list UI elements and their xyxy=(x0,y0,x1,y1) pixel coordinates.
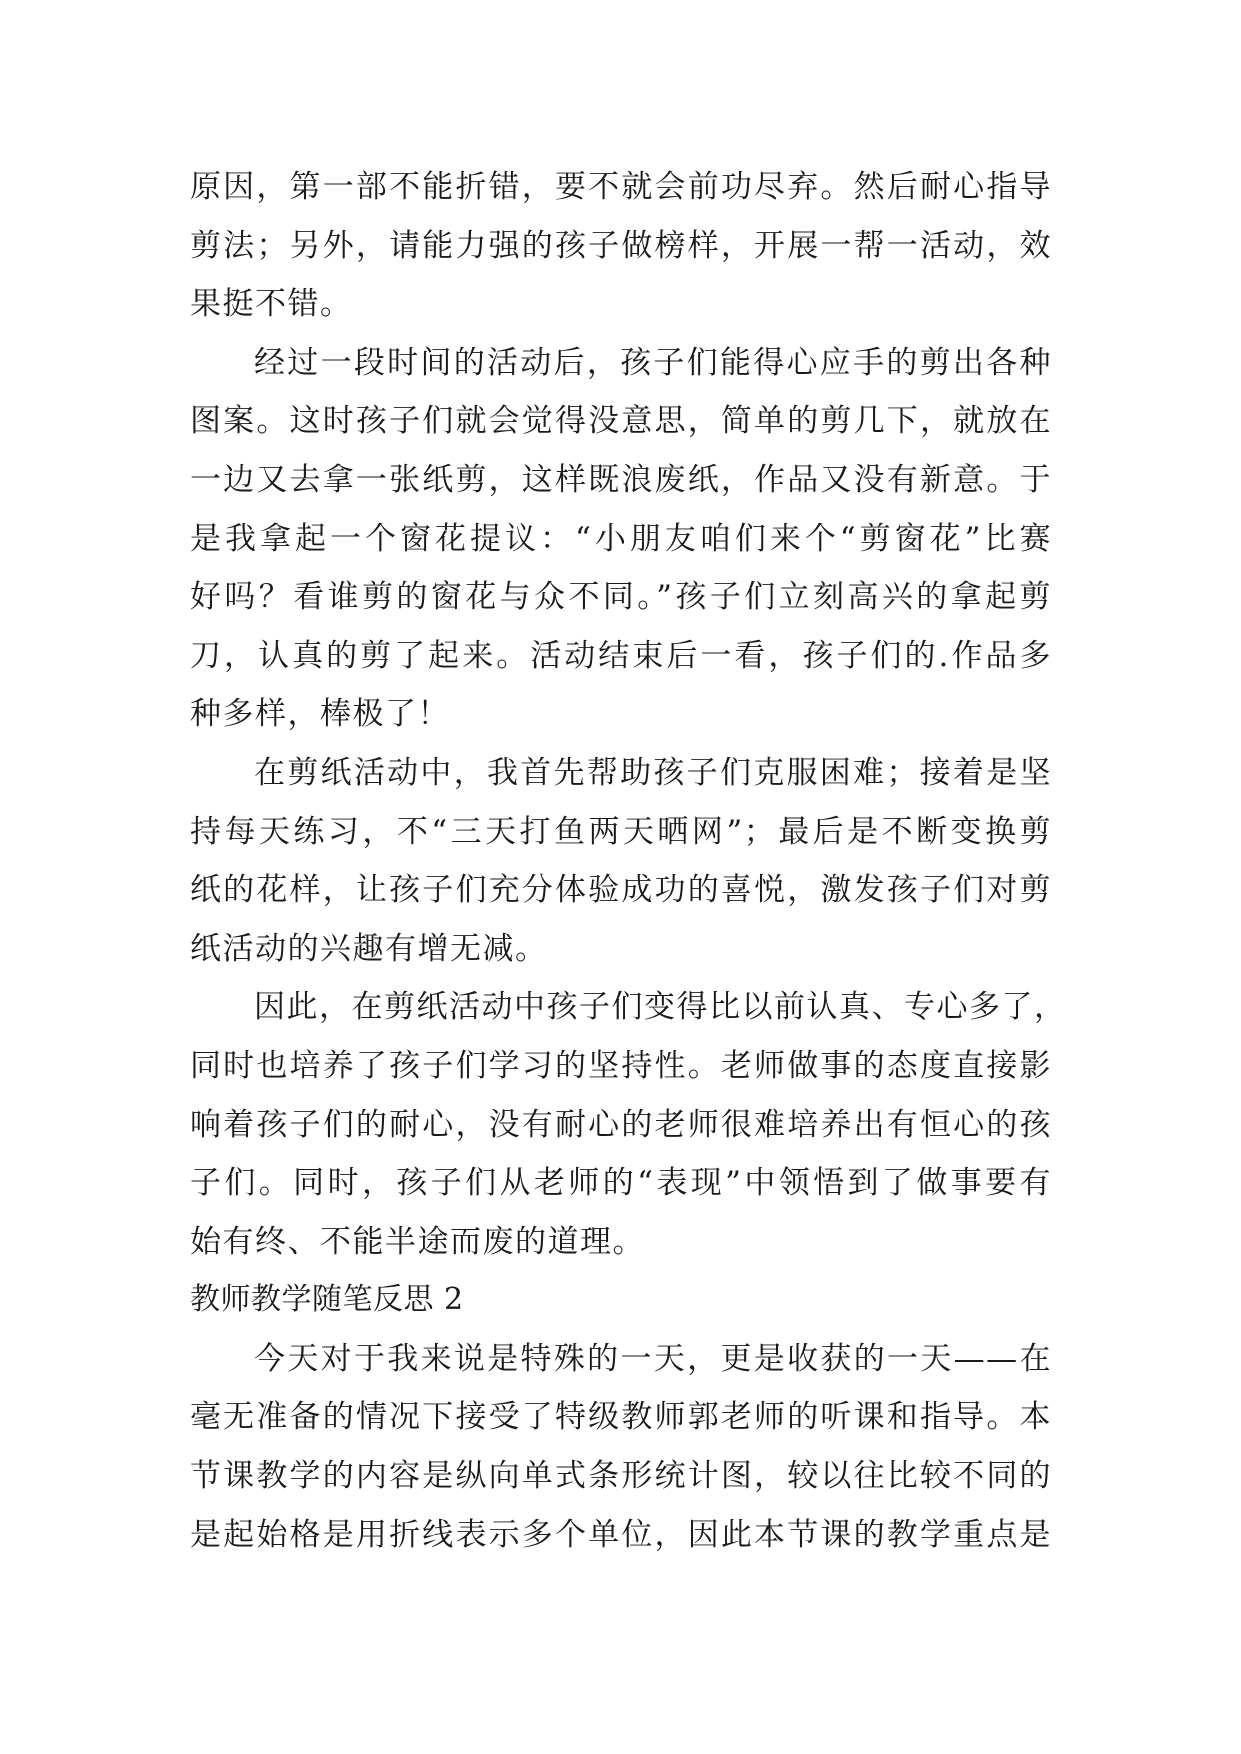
text-line: 原因，第一部不能折错，要不就会前功尽弃。然后耐心指导 xyxy=(190,169,1052,205)
text-line: 一边又去拿一张纸剪，这样既浪废纸，作品又没有新意。于 xyxy=(190,461,1052,498)
text-line: 经过一段时间的活动后，孩子们能得心应手的剪出各种 xyxy=(254,344,1052,381)
section-heading: 教师教学随笔反思 2 xyxy=(190,1282,464,1318)
text-line: 响着孩子们的耐心，没有耐心的老师很难培养出有恒心的孩 xyxy=(190,1106,1052,1143)
text-line: 图案。这时孩子们就会觉得没意思，简单的剪几下，就放在 xyxy=(190,403,1052,440)
text-line: 因此，在剪纸活动中孩子们变得比以前认真、专心多了， xyxy=(254,989,1067,1026)
document-body xyxy=(190,158,1067,1564)
text-line: 毫无准备的情况下接受了特级教师郭老师的听课和指导。本 xyxy=(190,1399,1052,1436)
text-line: 是起始格是用折线表示多个单位，因此本节课的教学重点是 xyxy=(190,1516,1052,1553)
text-line: 纸的花样，让孩子们充分体验成功的喜悦，激发孩子们对剪 xyxy=(190,872,1052,909)
text-line: 持每天练习，不“三天打鱼两天晒网”；最后是不断变换剪 xyxy=(190,813,1052,850)
text-line: 是我拿起一个窗花提议：“小朋友咱们来个“剪窗花”比赛 xyxy=(190,520,1052,557)
paragraph xyxy=(190,334,1052,744)
paragraph xyxy=(190,744,1052,978)
text-line: 种多样，棒极了！ xyxy=(190,696,450,733)
text-line: 今天对于我来说是特殊的一天，更是收获的一天——在 xyxy=(254,1340,1052,1377)
paragraph xyxy=(190,158,1052,334)
text-line: 果挺不错。 xyxy=(190,286,353,323)
text-line: 节课教学的内容是纵向单式条形统计图，较以往比较不同的 xyxy=(190,1458,1052,1495)
paragraph xyxy=(190,978,1067,1271)
text-line: 始有终、不能半途而废的道理。 xyxy=(190,1223,645,1260)
text-line: 子们。同时，孩子们从老师的“表现”中领悟到了做事要有 xyxy=(190,1165,1052,1202)
text-line: 刀，认真的剪了起来。活动结束后一看，孩子们的.作品多 xyxy=(190,637,1052,674)
text-line: 同时也培养了孩子们学习的坚持性。老师做事的态度直接影 xyxy=(190,1047,1052,1084)
text-line: 剪法；另外，请能力强的孩子做榜样，开展一帮一活动，效 xyxy=(190,227,1052,264)
text-line: 在剪纸活动中，我首先帮助孩子们克服困难；接着是坚 xyxy=(254,754,1052,791)
paragraph xyxy=(190,1330,1052,1564)
text-line: 纸活动的兴趣有增无减。 xyxy=(190,930,548,967)
text-line: 好吗？看谁剪的窗花与众不同。”孩子们立刻高兴的拿起剪 xyxy=(190,579,1052,616)
